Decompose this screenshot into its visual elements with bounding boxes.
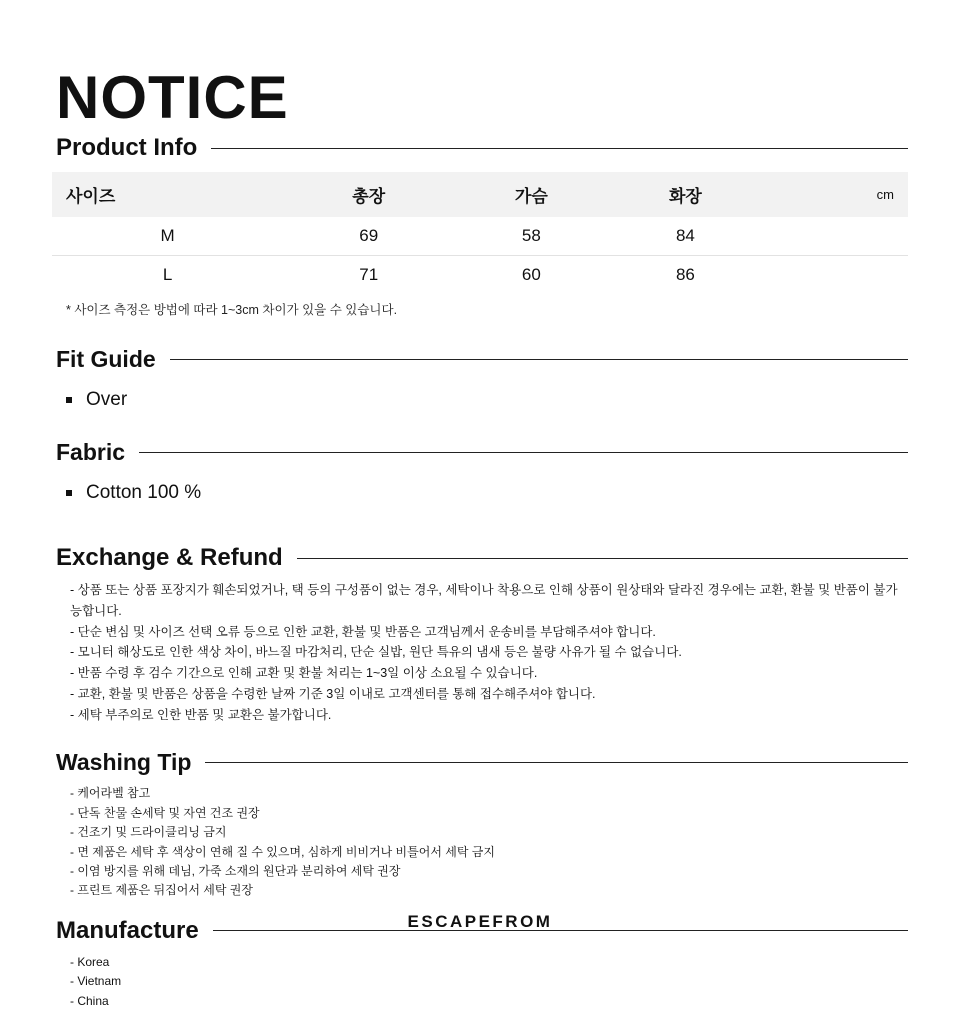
list-item: - 프린트 제품은 뒤집어서 세탁 권장 bbox=[70, 883, 253, 898]
header-length: 총장 bbox=[283, 172, 454, 217]
section-header-product-info bbox=[56, 134, 908, 162]
list-item: - 세탁 부주의로 인한 반품 및 교환은 불가합니다. bbox=[70, 707, 332, 722]
list-item: - 이염 방지를 위해 데님, 가죽 소재의 원단과 분리하여 세탁 권장 bbox=[70, 864, 401, 878]
header-chest: 가슴 bbox=[454, 172, 608, 217]
size-table bbox=[52, 172, 908, 294]
section-title-fabric: Fabric bbox=[56, 439, 126, 465]
page-title: NOTICE bbox=[56, 64, 289, 131]
header-unit: cm bbox=[762, 172, 908, 217]
list-item: - 건조기 및 드라이클리닝 금지 bbox=[70, 825, 227, 840]
section-rule bbox=[170, 359, 908, 360]
cell-length: 71 bbox=[359, 265, 379, 284]
header-size: 사이즈 bbox=[52, 172, 283, 217]
cell-size: M bbox=[52, 217, 283, 256]
cell-chest: 58 bbox=[454, 217, 608, 256]
list-item: - Vietnam bbox=[70, 974, 122, 989]
cell-length: 69 bbox=[283, 217, 454, 256]
exchange-refund-list bbox=[52, 580, 908, 725]
brand-logo: ESCAPEFROM bbox=[407, 912, 553, 931]
size-table-head bbox=[52, 172, 908, 217]
section-rule bbox=[139, 452, 908, 453]
section-header-fabric bbox=[56, 439, 908, 466]
manufacture-list bbox=[52, 953, 908, 1011]
list-item: - 상품 또는 상품 포장지가 훼손되었거나, 택 등의 구성품이 없는 경우, 세탁이나 착용으로 인해 상품이 원상태와 달라진 경우에는 교환, 환불 및 반품이 불가능합니다. bbox=[70, 583, 898, 618]
section-title-manufacture: Manufacture bbox=[56, 916, 199, 944]
cell-empty bbox=[762, 256, 908, 295]
list-item-label: Over bbox=[86, 389, 128, 410]
list-item: - 반품 수령 후 검수 기간으로 인해 교환 및 환불 처리는 1~3일 이상 소요될 수 있습니다. bbox=[70, 666, 538, 680]
section-title-product-info: Product Info bbox=[56, 134, 198, 161]
list-item bbox=[66, 476, 908, 510]
section-title-exchange-refund: Exchange & Refund bbox=[56, 544, 283, 571]
list-item: - Korea bbox=[70, 954, 110, 969]
fit-guide-list bbox=[52, 383, 908, 417]
cell-size: L bbox=[162, 265, 173, 284]
washing-tip-list bbox=[52, 784, 908, 901]
header-sleeve: 화장 bbox=[608, 172, 762, 217]
square-bullet-icon bbox=[66, 397, 72, 403]
fabric-list bbox=[52, 476, 908, 510]
section-header-washing-tip bbox=[56, 749, 908, 776]
list-item bbox=[66, 383, 908, 417]
list-item: - 교환, 환불 및 반품은 상품을 수령한 날짜 기준 3일 이내로 고객센터를 통해 접수해주셔야 합니다. bbox=[70, 686, 596, 701]
section-header-exchange-refund bbox=[56, 544, 908, 572]
square-bullet-icon bbox=[66, 490, 72, 496]
section-rule bbox=[297, 558, 908, 559]
cell-empty bbox=[762, 217, 908, 256]
cell-sleeve: 84 bbox=[608, 217, 762, 256]
list-item: - China bbox=[70, 993, 109, 1008]
cell-chest: 60 bbox=[521, 265, 541, 284]
section-title-washing-tip: Washing Tip bbox=[56, 749, 192, 776]
table-row bbox=[52, 217, 908, 256]
table-row bbox=[52, 256, 908, 295]
size-measure-note: * 사이즈 측정은 방법에 따라 1~3cm 차이가 있을 수 있습니다. bbox=[66, 303, 398, 317]
list-item: - 케어라벨 참고 bbox=[70, 786, 151, 801]
size-table-body bbox=[52, 217, 908, 294]
section-header-fit-guide bbox=[56, 346, 908, 373]
section-rule bbox=[205, 762, 908, 763]
cell-sleeve: 86 bbox=[675, 265, 695, 284]
list-item: - 면 제품은 세탁 후 색상이 연해 질 수 있으며, 심하게 비비거나 비틀어서 세탁 금지 bbox=[70, 844, 495, 859]
table-header-row bbox=[52, 172, 908, 217]
section-rule bbox=[211, 148, 908, 149]
list-item: - 단순 변심 및 사이즈 선택 오류 등으로 인한 교환, 환불 및 반품은 고객님께서 운송비를 부담해주셔야 합니다. bbox=[70, 624, 656, 639]
section-title-fit-guide: Fit Guide bbox=[56, 346, 156, 372]
list-item: - 단독 찬물 손세탁 및 자연 건조 권장 bbox=[70, 805, 260, 820]
list-item: - 모니터 해상도로 인한 색상 차이, 바느질 마감처리, 단순 실밥, 원단 특유의 냄새 등은 불량 사유가 될 수 없습니다. bbox=[70, 645, 682, 660]
list-item-label: Cotton 100 % bbox=[86, 482, 202, 503]
